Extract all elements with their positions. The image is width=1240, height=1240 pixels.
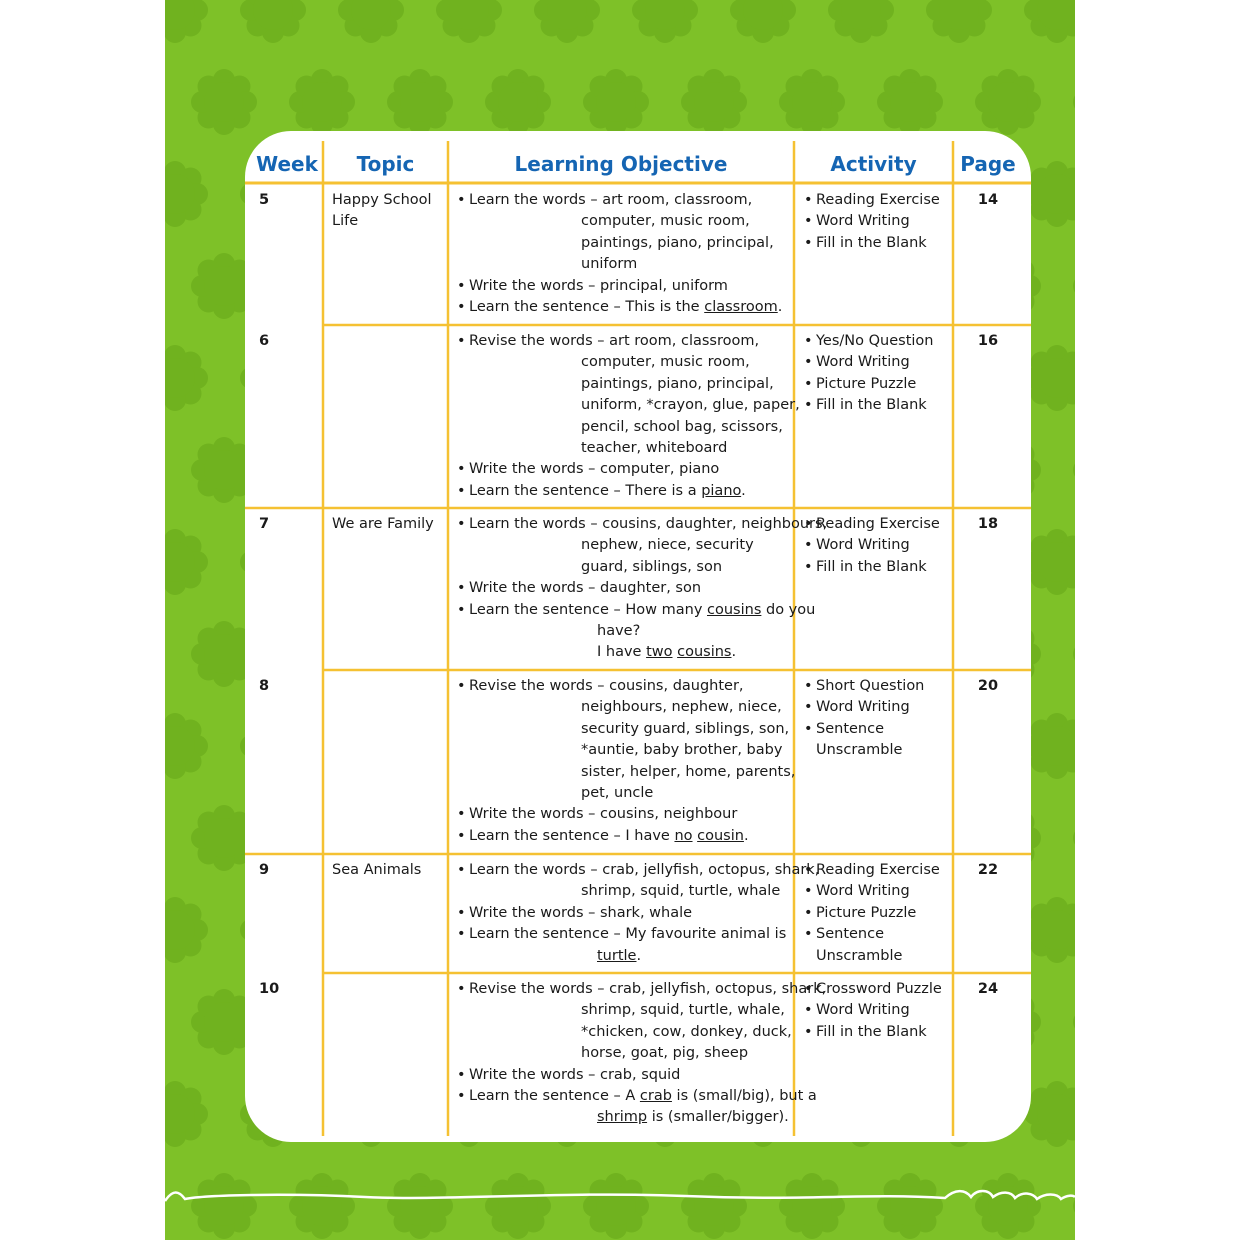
word-list: pet, uncle <box>581 785 654 802</box>
topic-name <box>332 514 434 535</box>
objective-lead: Learn the sentence – <box>469 1088 621 1105</box>
activity-list <box>804 514 940 578</box>
flower-shape <box>1073 253 1075 319</box>
flower-shape <box>632 0 698 43</box>
write-words: principal, uniform <box>599 277 728 294</box>
flower-shape <box>1073 621 1075 687</box>
word-list: neighbours, nephew, niece, <box>581 699 782 716</box>
sentence-keyword: no <box>674 827 693 844</box>
objective-lead: Revise the words – <box>469 981 605 997</box>
word-list: cousins, daughter, <box>609 678 744 694</box>
word-list: uniform <box>581 256 638 273</box>
word-list: horse, goat, pig, sheep <box>581 1045 749 1062</box>
sentence-keyword: shrimp <box>597 1109 648 1126</box>
flower-shape <box>730 0 796 43</box>
activity-item: • Short Question <box>804 676 924 697</box>
flower-shape <box>583 69 649 135</box>
page-number: 18 <box>977 516 999 532</box>
flower-shape <box>1073 69 1075 135</box>
activity-item: • Word Writing <box>804 881 940 902</box>
objective-line <box>457 826 795 847</box>
word-list: teacher, whiteboard <box>581 440 728 457</box>
sentence-keyword: cousin <box>697 827 744 844</box>
flower-shape <box>1024 713 1075 779</box>
flower-shape <box>1024 897 1075 963</box>
write-words: crab, squid <box>599 1066 681 1083</box>
wave-border <box>165 1185 1075 1225</box>
flower-shape <box>1024 345 1075 411</box>
write-words: computer, piano <box>599 461 720 478</box>
activity-item: • Sentence <box>804 924 940 945</box>
activity-list <box>804 860 940 967</box>
objective-lead: Learn the sentence – <box>469 827 621 844</box>
activity-list <box>804 676 924 762</box>
flower-shape <box>289 69 355 135</box>
flower-shape <box>387 69 453 135</box>
activity-item: • Word Writing <box>804 697 924 718</box>
activity-item-continued: Unscramble <box>816 947 903 964</box>
word-list: art room, classroom, <box>609 333 760 349</box>
flower-shape <box>926 0 992 43</box>
flower-shape <box>165 1081 208 1147</box>
objective-lead: Learn the words – <box>469 192 598 208</box>
flower-shape <box>534 0 600 43</box>
activity-item: • Word Writing <box>804 535 940 556</box>
learning-objective <box>457 190 782 318</box>
topic-text: Sea Animals <box>332 862 422 878</box>
activity-item: • Picture Puzzle <box>804 903 940 924</box>
topic-text: We are Family <box>332 516 434 532</box>
word-list: computer, music room, <box>581 213 750 230</box>
objective-line <box>457 903 819 924</box>
sentence-line <box>597 642 827 663</box>
objective-line <box>457 276 782 297</box>
page-number: 24 <box>977 981 999 997</box>
activity-item: • Reading Exercise <box>804 514 940 535</box>
page-number: 20 <box>977 678 999 694</box>
learning-objective <box>457 860 819 967</box>
activity-item-continued: Unscramble <box>816 742 903 759</box>
sentence-text: I have <box>597 644 642 661</box>
objective-line <box>457 578 827 599</box>
objective-line <box>457 514 827 535</box>
sentence-keyword: piano <box>701 482 742 499</box>
page-number: 16 <box>977 333 999 349</box>
flower-shape <box>1073 805 1075 871</box>
sentence-text: How many <box>625 601 703 618</box>
objective-line <box>457 459 800 480</box>
topic-text: Happy School Life <box>332 192 432 230</box>
objective-line <box>457 676 795 697</box>
word-list: security guard, siblings, son, <box>581 720 790 737</box>
activity-item: • Reading Exercise <box>804 860 940 881</box>
objective-lead: Write the words – <box>469 277 596 294</box>
word-list: art room, classroom, <box>602 192 753 208</box>
header-week: Week <box>256 152 318 176</box>
week-number: 8 <box>259 678 270 694</box>
topic-name <box>332 190 432 233</box>
objective-lead: Revise the words – <box>469 333 605 349</box>
activity-list <box>804 979 942 1043</box>
flower-shape <box>165 529 208 595</box>
objective-line <box>457 1086 826 1107</box>
word-list: paintings, piano, principal, <box>581 234 774 251</box>
word-list: uniform, *crayon, glue, paper, <box>581 397 800 414</box>
objective-lead: Learn the sentence – <box>469 482 621 499</box>
sentence-text: This is the <box>625 299 700 316</box>
week-number: 9 <box>259 862 270 878</box>
topic-name <box>332 860 421 881</box>
word-list: *auntie, baby brother, baby <box>581 742 783 759</box>
word-list: shrimp, squid, turtle, whale, <box>581 1002 785 1019</box>
objective-lead: Write the words – <box>469 1066 596 1083</box>
flower-shape <box>485 69 551 135</box>
sentence-line: have? <box>597 623 641 640</box>
word-list: pencil, school bag, scissors, <box>581 418 783 435</box>
flower-shape <box>191 69 257 135</box>
objective-line <box>457 600 827 621</box>
activity-item: • Sentence <box>804 719 924 740</box>
flower-shape <box>779 69 845 135</box>
activity-item: • Word Writing <box>804 352 933 373</box>
objective-lead: Learn the words – <box>469 516 598 532</box>
write-words: daughter, son <box>599 580 702 597</box>
flower-shape <box>975 69 1041 135</box>
word-list: crab, jellyfish, octopus, shark, <box>609 981 827 997</box>
word-list: crab, jellyfish, octopus, shark, <box>602 862 820 878</box>
write-words: cousins, neighbour <box>599 806 738 823</box>
header-page: Page <box>960 152 1016 176</box>
objective-line <box>457 297 782 318</box>
word-list: shrimp, squid, turtle, whale <box>581 883 781 900</box>
week-number: 6 <box>259 333 270 349</box>
page-number: 22 <box>977 862 999 878</box>
flower-shape <box>1073 437 1075 503</box>
sentence-line <box>597 1107 826 1128</box>
objective-line <box>457 979 826 1000</box>
write-words: shark, whale <box>599 904 693 921</box>
objective-lead: Revise the words – <box>469 678 605 694</box>
objective-lead: Write the words – <box>469 806 596 823</box>
flower-shape <box>877 69 943 135</box>
learning-objective <box>457 676 795 847</box>
sentence-text: My favourite animal is <box>625 926 787 943</box>
objective-lead: Learn the sentence – <box>469 926 621 943</box>
objective-lead: Learn the words – <box>469 862 598 878</box>
objective-line <box>457 860 819 881</box>
flower-shape <box>165 345 208 411</box>
learning-objective <box>457 979 826 1129</box>
flower-shape <box>1024 529 1075 595</box>
objective-lead: Learn the sentence – <box>469 299 621 316</box>
objective-line <box>457 331 800 352</box>
word-list: *chicken, cow, donkey, duck, <box>581 1023 792 1040</box>
flower-shape <box>165 161 208 227</box>
sentence-punct: . <box>636 947 642 964</box>
objective-line <box>457 804 795 825</box>
flower-shape <box>1024 161 1075 227</box>
activity-list <box>804 190 940 254</box>
sentence-text: There is a <box>625 482 697 499</box>
flower-shape <box>338 0 404 43</box>
sentence-text: do you <box>766 601 816 618</box>
activity-item: • Fill in the Blank <box>804 395 933 416</box>
week-number: 10 <box>259 981 280 997</box>
sentence-keyword: two <box>646 644 673 661</box>
flower-shape <box>681 69 747 135</box>
activity-list <box>804 331 933 417</box>
flower-shape <box>1024 0 1075 43</box>
objective-lead: Write the words – <box>469 904 596 921</box>
sentence-keyword: classroom <box>704 299 778 316</box>
activity-item: • Picture Puzzle <box>804 374 933 395</box>
sentence-keyword: crab <box>639 1088 672 1105</box>
week-number: 5 <box>259 192 270 208</box>
sentence-keyword: cousins <box>677 644 732 661</box>
activity-item: • Word Writing <box>804 211 940 232</box>
objective-line <box>457 924 819 945</box>
page-number: 14 <box>977 192 999 208</box>
activity-item: • Fill in the Blank <box>804 1022 942 1043</box>
word-list: nephew, niece, security <box>581 537 754 554</box>
word-list: guard, siblings, son <box>581 558 723 575</box>
sentence-text: I have <box>625 827 670 844</box>
flower-shape <box>828 0 894 43</box>
word-list: sister, helper, home, parents, <box>581 763 796 780</box>
activity-item: • Yes/No Question <box>804 331 933 352</box>
sentence-text: is (small/big), but a <box>676 1088 817 1105</box>
objective-line <box>457 190 782 211</box>
activity-item: • Fill in the Blank <box>804 557 940 578</box>
sentence-punct: . <box>741 482 746 499</box>
objective-line <box>457 481 800 502</box>
flower-shape <box>165 713 208 779</box>
word-list: paintings, piano, principal, <box>581 375 774 392</box>
sentence-keyword: cousins <box>707 601 762 618</box>
flower-shape <box>240 0 306 43</box>
sentence-punct: . <box>777 299 783 316</box>
sentence-punct: . <box>743 827 749 844</box>
word-list: computer, music room, <box>581 354 750 371</box>
header-activity: Activity <box>830 152 917 176</box>
learning-objective <box>457 514 827 664</box>
flower-shape <box>1073 989 1075 1055</box>
week-number: 7 <box>259 516 270 532</box>
sentence-text: A <box>625 1088 636 1105</box>
sentence-text: is (smaller/bigger). <box>651 1109 789 1126</box>
sentence-punct: . <box>731 644 737 661</box>
objective-line <box>457 1065 826 1086</box>
flower-shape <box>165 897 208 963</box>
activity-item: • Reading Exercise <box>804 190 940 211</box>
activity-item: • Crossword Puzzle <box>804 979 942 1000</box>
objective-lead: Learn the sentence – <box>469 601 621 618</box>
flower-shape <box>165 0 208 43</box>
word-list: cousins, daughter, neighbours, <box>602 516 828 532</box>
flower-shape <box>1024 1081 1075 1147</box>
objective-lead: Write the words – <box>469 580 596 597</box>
sentence-line <box>597 946 819 967</box>
activity-item: • Fill in the Blank <box>804 233 940 254</box>
activity-item: • Word Writing <box>804 1000 942 1021</box>
header-learning-objective: Learning Objective <box>514 152 728 176</box>
objective-lead: Write the words – <box>469 461 596 478</box>
flower-shape <box>436 0 502 43</box>
learning-objective <box>457 331 800 502</box>
sentence-keyword: turtle <box>597 947 637 964</box>
header-topic: Topic <box>356 152 415 176</box>
